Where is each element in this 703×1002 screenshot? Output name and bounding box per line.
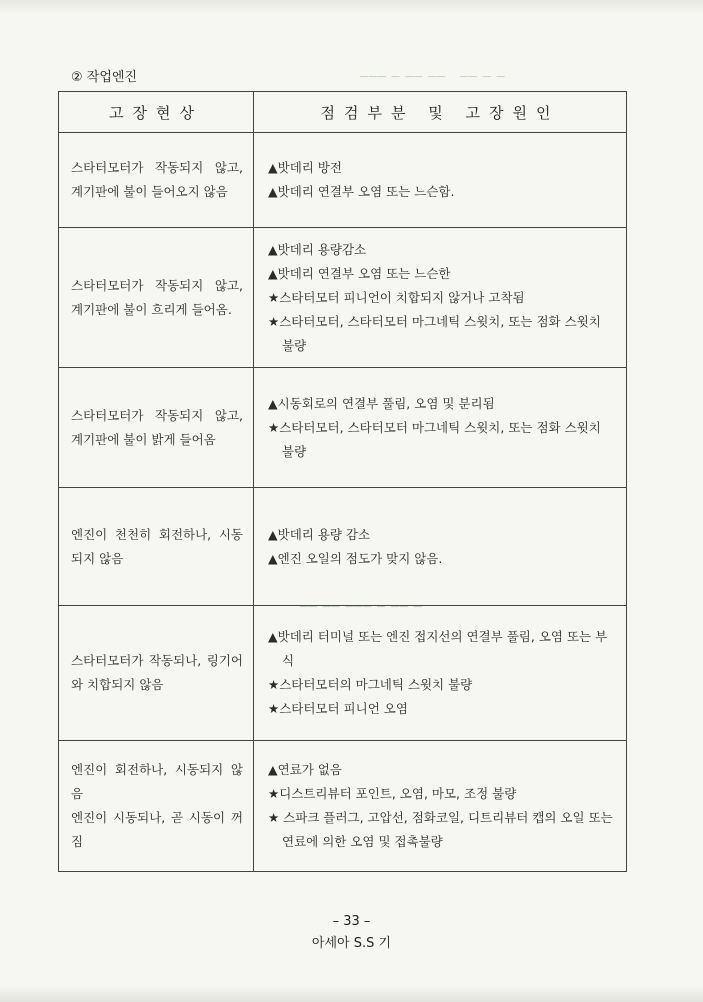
cause-item: ★스타터모터 피니언 오염: [268, 701, 408, 716]
symptom-cell: 엔진이 천천히 회전하나, 시동되지 않음: [59, 488, 254, 606]
table-row: [59, 741, 627, 872]
bleed-through-mark: ── ─ ─: [460, 70, 506, 85]
header-cause: 점검부분 및 고장원인: [254, 92, 627, 133]
cause-item: ▲밧데리 연결부 오염 또는 느슨한: [268, 265, 451, 281]
page-number: – 33 –: [332, 914, 371, 929]
cause-item: ▲밧데리 방전: [268, 160, 342, 175]
header-symptom: 고장현상: [59, 92, 254, 133]
bleed-through-mark: ── ── ─── ─ ── ─: [300, 600, 423, 615]
cause-cell: [254, 741, 627, 872]
cause-item: ▲밧데리 용량 감소: [268, 526, 371, 542]
cause-item: ▲시동회로의 연결부 풀림, 오염 및 분리됨: [268, 395, 495, 411]
table-row: [59, 606, 627, 741]
cause-item: ★스타터모터 피니언이 치합되지 않거나 고착됨: [268, 289, 525, 305]
cause-item: ★스타터모터의 마그네틱 스윗치 불량: [268, 677, 473, 692]
bleed-through-mark: ─── ─ ── ──: [360, 70, 447, 85]
table-row: [59, 368, 627, 488]
cause-item: ★디스트리뷰터 포인트, 오염, 마모, 조정 불량: [268, 786, 517, 801]
cause-item: ▲밧데리 용량감소: [268, 241, 367, 257]
cause-item: ▲밧데리 연결부 오염 또는 느슨함.: [268, 184, 455, 199]
symptom-cell: 스타터모터가 작동되지 않고, 계기판에 불이 밝게 들어옴: [59, 368, 254, 488]
cause-item: ▲밧데리 터미널 또는 엔진 접지선의 연결부 풀림, 오염 또는 부식: [268, 629, 608, 668]
cause-cell: [254, 488, 627, 606]
cause-cell: [254, 133, 627, 228]
troubleshooting-table: [58, 91, 627, 872]
cause-cell: [254, 228, 627, 368]
symptom-cell: 스타터모터가 작동되나, 링기어와 치합되지 않음: [59, 606, 254, 741]
symptom-cell: 스타터모터가 작동되지 않고, 계기판에 불이 들어오지 않음: [59, 133, 254, 228]
source-label: 아세아 S.S 기: [311, 936, 392, 951]
cause-item: ★스타터모터, 스타터모터 마그네틱 스윗치, 또는 점화 스윗치 불량: [268, 419, 601, 459]
table-row: [59, 228, 627, 368]
cause-cell: [254, 606, 627, 741]
cause-item: ▲엔진 오일의 점도가 맞지 않음.: [268, 550, 443, 566]
page-edge-bottom: [0, 986, 703, 1002]
cause-item: ★스타터모터, 스타터모터 마그네틱 스윗치, 또는 점화 스윗치 불량: [268, 313, 601, 353]
cause-cell: [254, 368, 627, 488]
page-edge-top: [0, 0, 703, 14]
table-row: [59, 488, 627, 606]
cause-item: ▲연료가 없음: [268, 762, 342, 777]
cause-item: ★ 스파크 플러그, 고압선, 점화코일, 디트리뷰터 캡의 오일 또는 연료에 의한 오염 및 접촉불량: [268, 810, 613, 849]
section-title: ② 작업엔진: [71, 70, 138, 85]
table-row: [59, 133, 627, 228]
symptom-cell: 스타터모터가 작동되지 않고, 계기판에 불이 흐리게 들어옴.: [59, 228, 254, 368]
table-header-row: [59, 92, 627, 133]
symptom-cell: 엔진이 회전하나, 시동되지 않음 엔진이 시동되나, 곧 시동이 꺼짐: [59, 741, 254, 872]
